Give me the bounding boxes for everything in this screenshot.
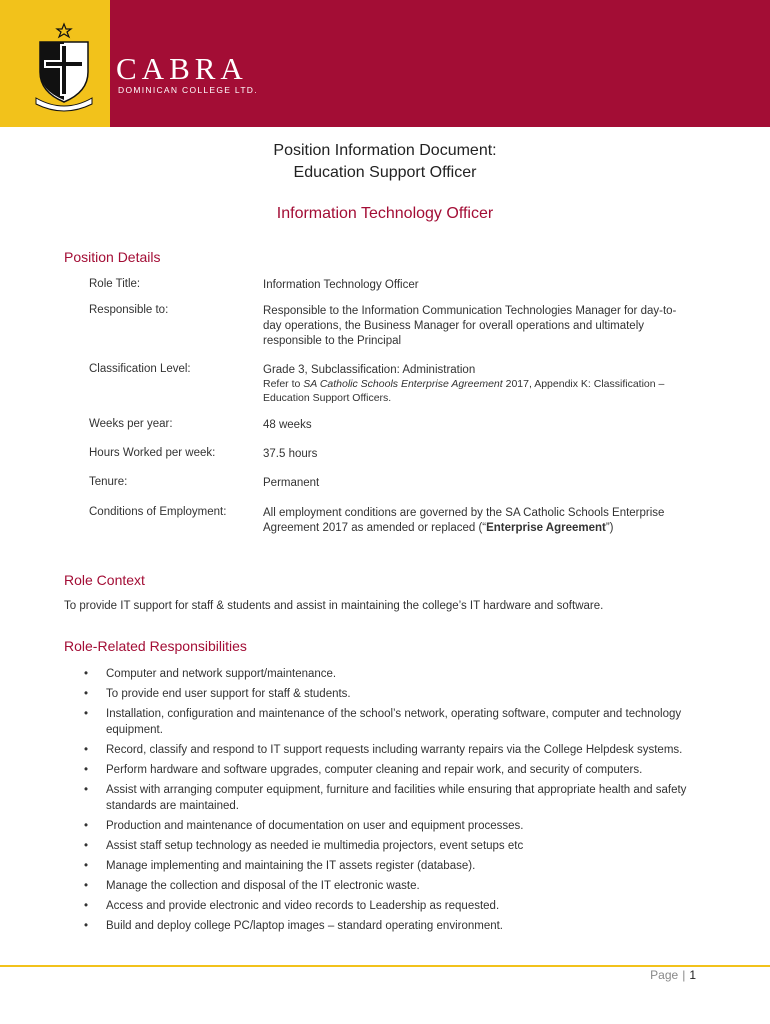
- brand-subtitle: DOMINICAN COLLEGE LTD.: [118, 85, 258, 95]
- list-item: • Manage the collection and disposal of the IT electronic waste.: [84, 880, 420, 892]
- classification-value: Grade 3, Subclassification: Administration: [263, 364, 476, 376]
- page-separator: |: [682, 968, 686, 982]
- list-item: • Access and provide electronic and video records to Leadership as requested.: [84, 900, 500, 912]
- classification-note-suffix: 2017, Appendix K: Classification – Education Support Officers.: [263, 378, 665, 404]
- list-item: • Record, classify and respond to IT support requests including warranty repairs via the College Helpdesk systems.: [84, 744, 683, 756]
- hours-label: Hours Worked per week:: [89, 447, 216, 459]
- classification-label: Classification Level:: [89, 363, 191, 375]
- page-number: [650, 968, 696, 982]
- conditions-label: Conditions of Employment:: [89, 506, 227, 518]
- page-number-value: 1: [689, 968, 696, 982]
- classification-note: [263, 377, 693, 405]
- role-heading: Information Technology Officer: [276, 205, 494, 222]
- conditions-value-bold: Enterprise Agreement: [486, 522, 606, 534]
- list-item: • Assist staff setup technology as needed ie multimedia projectors, event setups etc: [84, 840, 524, 852]
- brand-name: CABRA: [116, 51, 248, 86]
- list-item: • Installation, configuration and maintenance of the school’s network, operating software, computer and technology equipment.: [84, 708, 682, 736]
- header-banner: [0, 0, 770, 127]
- document-title-line1: Position Information Document:: [273, 142, 497, 159]
- role-context-heading: Role Context: [64, 572, 145, 588]
- role-title-label: Role Title:: [89, 278, 141, 290]
- list-item: • Assist with arranging computer equipment, furniture and facilities while ensuring that appropriate health and safety standards are maintained.: [84, 784, 687, 812]
- hours-value: 37.5 hours: [263, 448, 318, 460]
- list-item: • Manage implementing and maintaining the IT assets register (database).: [84, 860, 476, 872]
- position-details-heading: Position Details: [64, 249, 161, 265]
- conditions-value: [263, 506, 693, 536]
- college-crest-logo: [28, 22, 100, 112]
- responsible-to-value: Responsible to the Information Communication Technologies Manager for day-to-day operations, the Business Manager for overall operations and ultimately responsible to the Principal: [263, 305, 677, 347]
- responsibilities-list: [80, 666, 700, 938]
- classification-note-agreement: SA Catholic Schools Enterprise Agreement: [303, 378, 503, 390]
- list-item: • Production and maintenance of documentation on user and equipment processes.: [84, 820, 524, 832]
- role-title-value: Information Technology Officer: [263, 279, 419, 291]
- role-context-text: To provide IT support for staff & students and assist in maintaining the college’s IT hardware and software.: [64, 600, 604, 612]
- list-item: • Perform hardware and software upgrades, computer cleaning and repair work, and security of computers.: [84, 764, 643, 776]
- footer-divider: [0, 965, 770, 967]
- list-item: • Computer and network support/maintenance.: [84, 668, 337, 680]
- conditions-value-prefix: All employment conditions are governed by the SA Catholic Schools Enterprise Agreement 2017 as amended or replaced (“: [263, 507, 665, 534]
- weeks-value: 48 weeks: [263, 419, 312, 431]
- list-item: • Build and deploy college PC/laptop images – standard operating environment.: [84, 920, 504, 932]
- responsibilities-heading: Role-Related Responsibilities: [64, 638, 247, 654]
- list-item: • To provide end user support for staff & students.: [84, 688, 351, 700]
- classification-note-prefix: Refer to: [263, 378, 304, 390]
- document-title-line2: Education Support Officer: [293, 164, 477, 181]
- weeks-label: Weeks per year:: [89, 418, 173, 430]
- tenure-label: Tenure:: [89, 476, 128, 488]
- conditions-value-suffix: ”): [605, 522, 614, 534]
- tenure-value: Permanent: [263, 477, 320, 489]
- page-label: Page: [650, 968, 679, 982]
- responsible-to-label: Responsible to:: [89, 304, 169, 316]
